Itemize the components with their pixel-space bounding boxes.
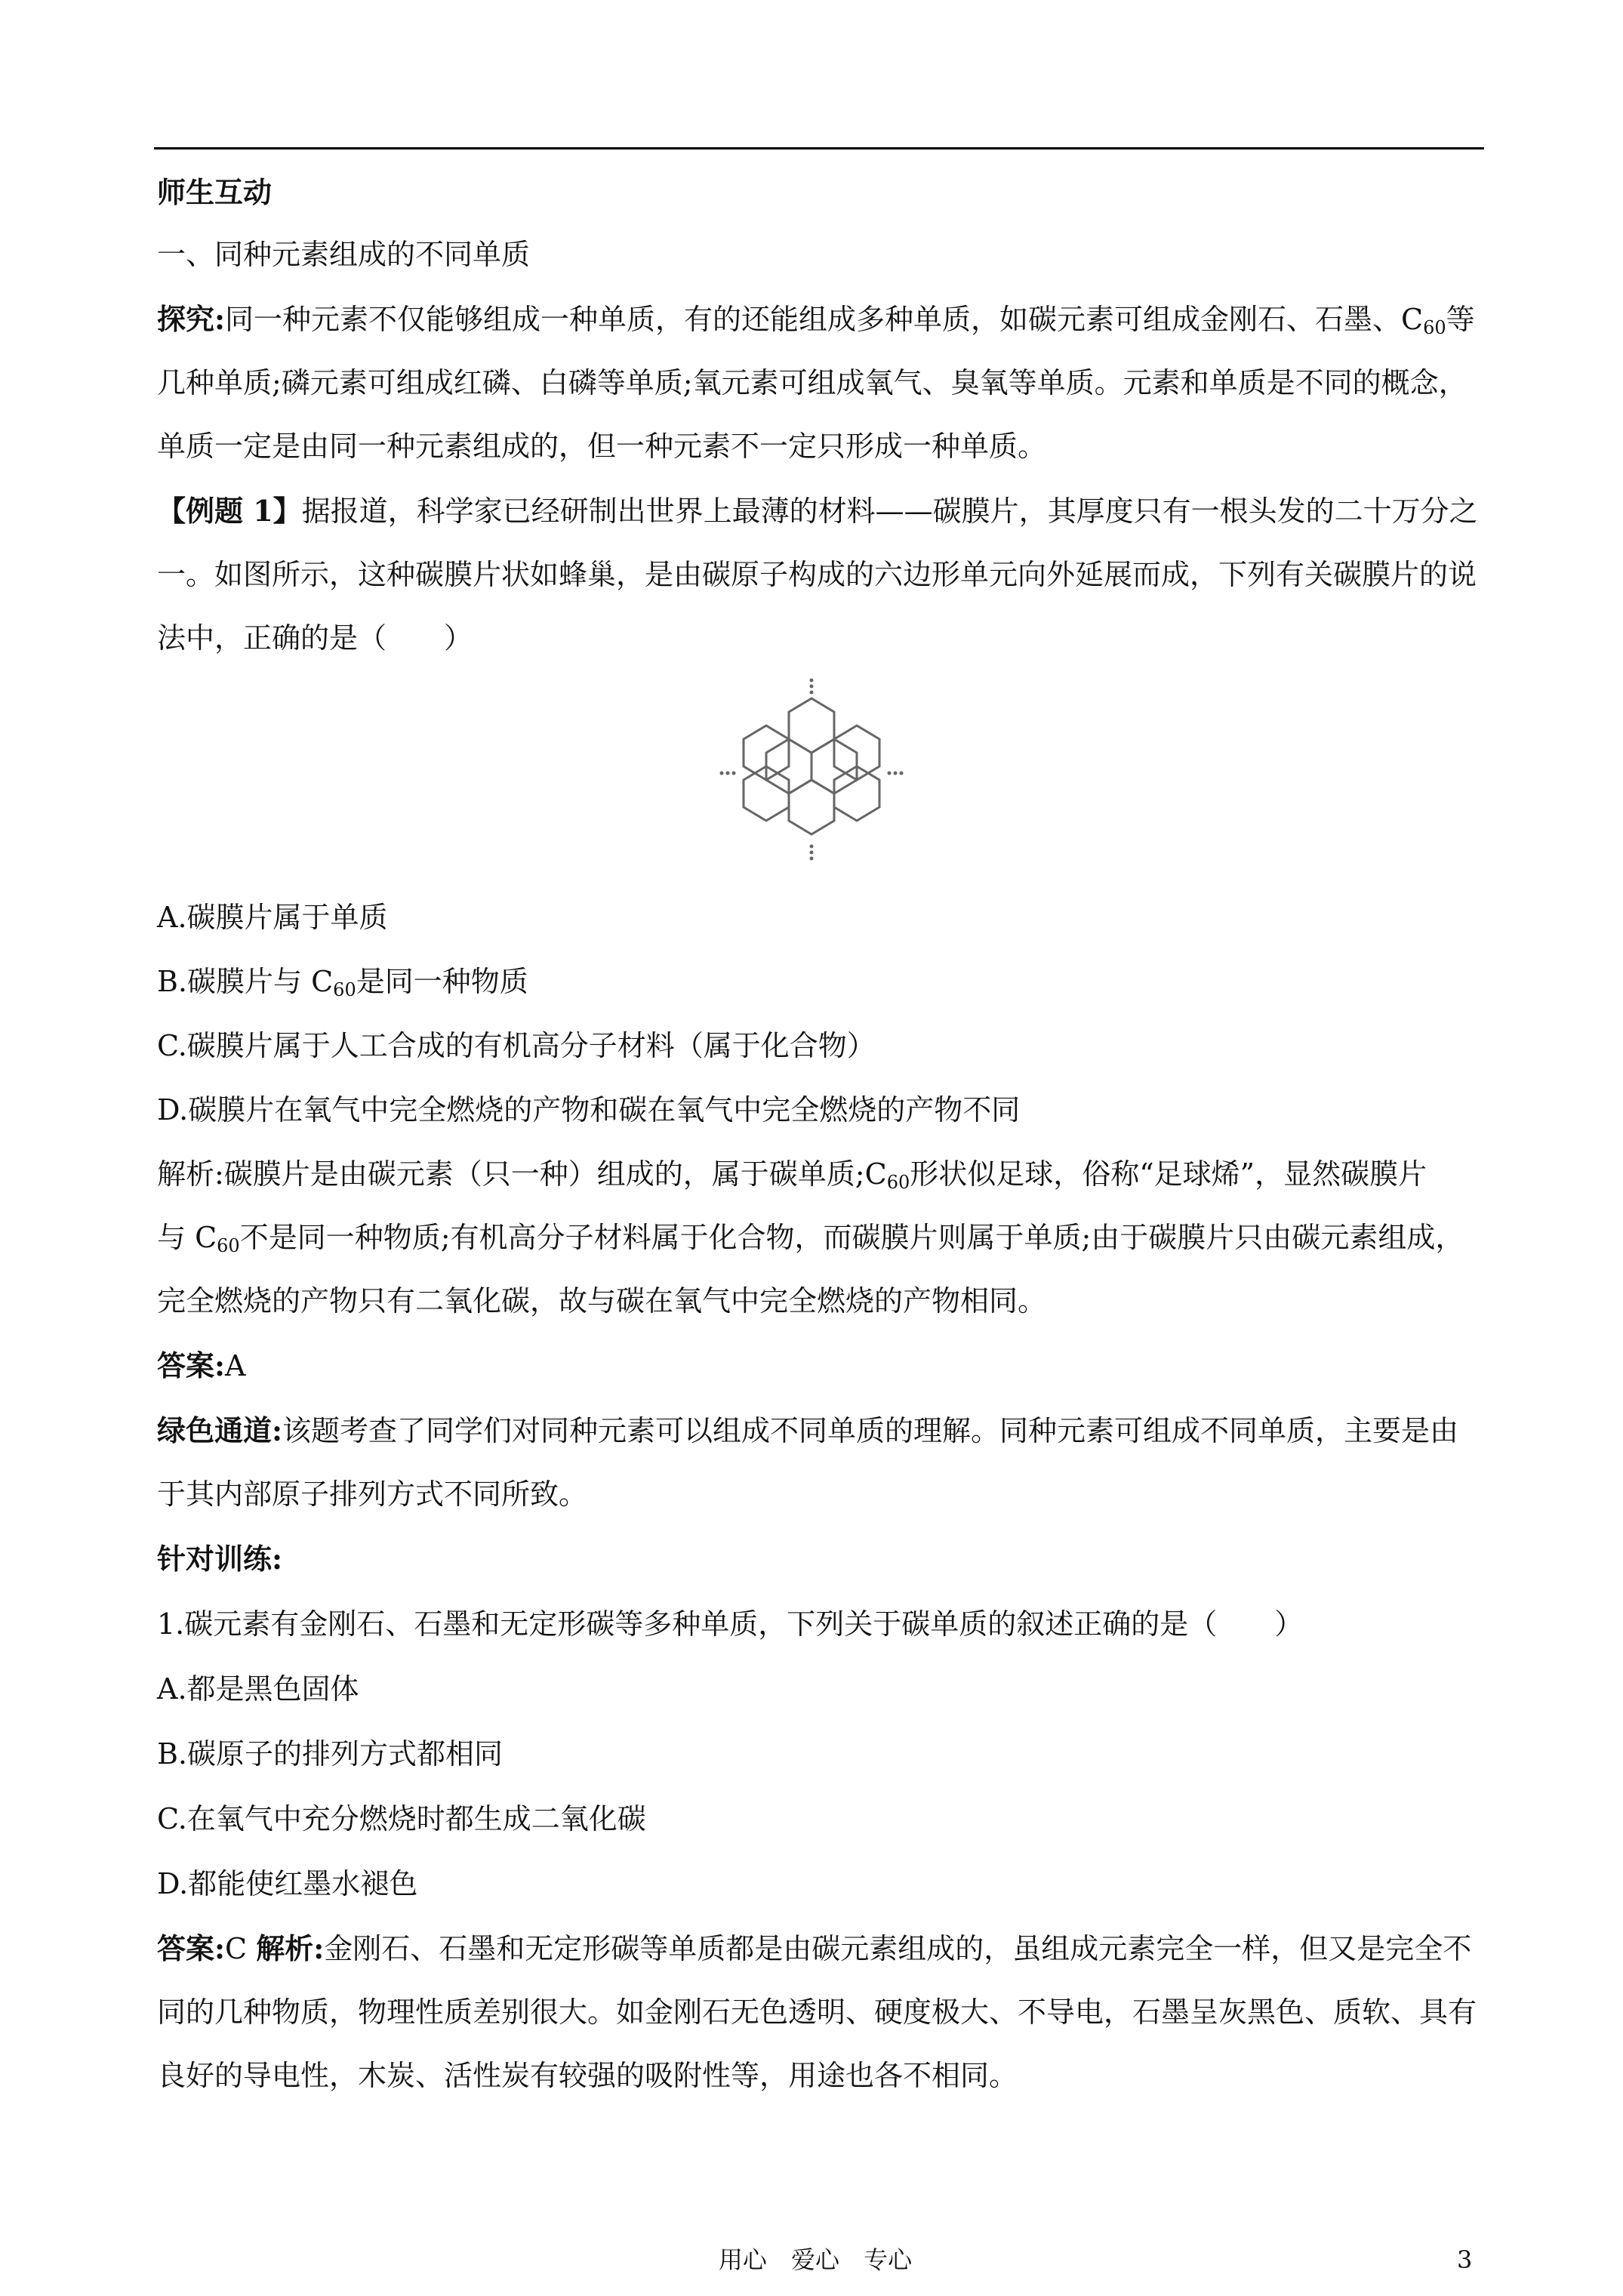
answer-value: C bbox=[225, 1932, 248, 1965]
green-line-1 bbox=[157, 1412, 1486, 1450]
analysis-line-3: 完全燃烧的产物只有二氧化碳，故与碳在氧气中完全燃烧的产物相同。 bbox=[157, 1284, 1047, 1318]
analysis-text-1a: 解析:碳膜片是由碳元素（只一种）组成的，属于碳单质;C bbox=[157, 1157, 887, 1191]
analysis-line-2 bbox=[157, 1219, 1486, 1256]
inquiry-line-2: 几种单质;磷元素可组成红磷、白磷等单质;氧元素可组成氧气、臭氧等单质。元素和单质是不同的概念， bbox=[157, 366, 1467, 399]
page-number: 3 bbox=[1457, 2245, 1473, 2274]
c60-subscript: 60 bbox=[217, 1235, 240, 1256]
c60-subscript: 60 bbox=[886, 1172, 910, 1193]
green-text-1: 该题考查了同学们对同种元素可以组成不同单质的理解。同种元素可组成不同单质，主要是由 bbox=[282, 1414, 1459, 1447]
inquiry-text-1b: 等 bbox=[1446, 303, 1475, 336]
option-a: A.碳膜片属于单质 bbox=[157, 901, 388, 934]
analysis-text-2a: 与 C bbox=[157, 1221, 217, 1254]
example-line-1 bbox=[157, 492, 1486, 530]
analysis-line-1 bbox=[157, 1155, 1486, 1193]
c60-subscript: 60 bbox=[333, 979, 356, 1000]
footer-motto: 用心 爱心 专心 bbox=[718, 2245, 913, 2274]
option-b-text-b: 是同一种物质 bbox=[356, 965, 528, 998]
question-1-stem: 1.碳元素有金刚石、石墨和无定形碳等多种单质，下列关于碳单质的叙述正确的是（ ） bbox=[157, 1607, 1304, 1641]
option-b-text-a: B.碳膜片与 C bbox=[157, 965, 334, 998]
inquiry-line-3: 单质一定是由同一种元素组成的，但一种元素不一定只形成一种单质。 bbox=[157, 430, 1047, 463]
inquiry-text-1a: 同一种元素不仅能够组成一种单质，有的还能组成多种单质，如碳元素可组成金刚石、石墨、C bbox=[225, 303, 1424, 336]
green-line-2: 于其内部原子排列方式不同所致。 bbox=[157, 1478, 588, 1511]
inquiry-label: 探究: bbox=[157, 302, 226, 336]
question-1-option-a: A.都是黑色固体 bbox=[157, 1672, 359, 1706]
analysis-text-2b: 不是同一种物质;有机高分子材料属于化合物，而碳膜片则属于单质;由于碳膜片只由碳元素组成， bbox=[239, 1221, 1464, 1254]
example-line-2: 一。如图所示，这种碳膜片状如蜂巢，是由碳原子构成的六边形单元向外延展而成，下列有关碳膜片的说 bbox=[157, 558, 1477, 591]
question-1-option-b: B.碳原子的排列方式都相同 bbox=[157, 1737, 504, 1771]
section-title: 师生互动 bbox=[157, 175, 273, 209]
answer-value: A bbox=[225, 1349, 246, 1382]
c60-subscript: 60 bbox=[1423, 317, 1446, 338]
answer-2-line-2: 同的几种物质，物理性质差别很大。如金刚石无色透明、硬度极大、不导电，石墨呈灰黑色、质软、具有 bbox=[157, 1996, 1477, 2029]
answer-1 bbox=[157, 1347, 1486, 1385]
question-1-option-c: C.在氧气中充分燃烧时都生成二氧化碳 bbox=[157, 1802, 646, 1835]
green-channel-label: 绿色通道: bbox=[157, 1413, 283, 1447]
heading-1: 一、同种元素组成的不同单质 bbox=[157, 238, 531, 271]
analysis-text-1b: 形状似足球，俗称“足球烯”，显然碳膜片 bbox=[910, 1157, 1427, 1191]
question-1-option-d: D.都能使红墨水褪色 bbox=[157, 1867, 418, 1900]
inquiry-line-1 bbox=[157, 300, 1486, 338]
header-rule bbox=[154, 147, 1484, 149]
option-b bbox=[157, 963, 1486, 1000]
example-label: 【例题 1】 bbox=[157, 494, 302, 528]
example-text-1: 据报道，科学家已经研制出世界上最薄的材料——碳膜片，其厚度只有一根头发的二十万分之 bbox=[301, 495, 1478, 528]
option-d: D.碳膜片在氧气中完全燃烧的产物和碳在氧气中完全燃烧的产物不同 bbox=[157, 1093, 1021, 1126]
option-c: C.碳膜片属于人工合成的有机高分子材料（属于化合物） bbox=[157, 1029, 876, 1062]
answer-label: 答案: bbox=[157, 1348, 226, 1382]
answer-2-line-1 bbox=[157, 1930, 1486, 1968]
practice-title: 针对训练: bbox=[157, 1542, 283, 1576]
graphene-honeycomb-figure bbox=[717, 676, 906, 880]
answer-2-text-1: 金刚石、石墨和无定形碳等单质都是由碳元素组成的，虽组成元素完全一样，但又是完全不 bbox=[324, 1932, 1472, 1965]
example-line-3: 法中，正确的是（ ） bbox=[157, 621, 473, 655]
answer-2-line-3: 良好的导电性，木炭、活性炭有较强的吸附性等，用途也各不相同。 bbox=[157, 2059, 1018, 2092]
answer-label: 答案: bbox=[157, 1931, 226, 1965]
analysis-label: 解析: bbox=[256, 1931, 325, 1965]
